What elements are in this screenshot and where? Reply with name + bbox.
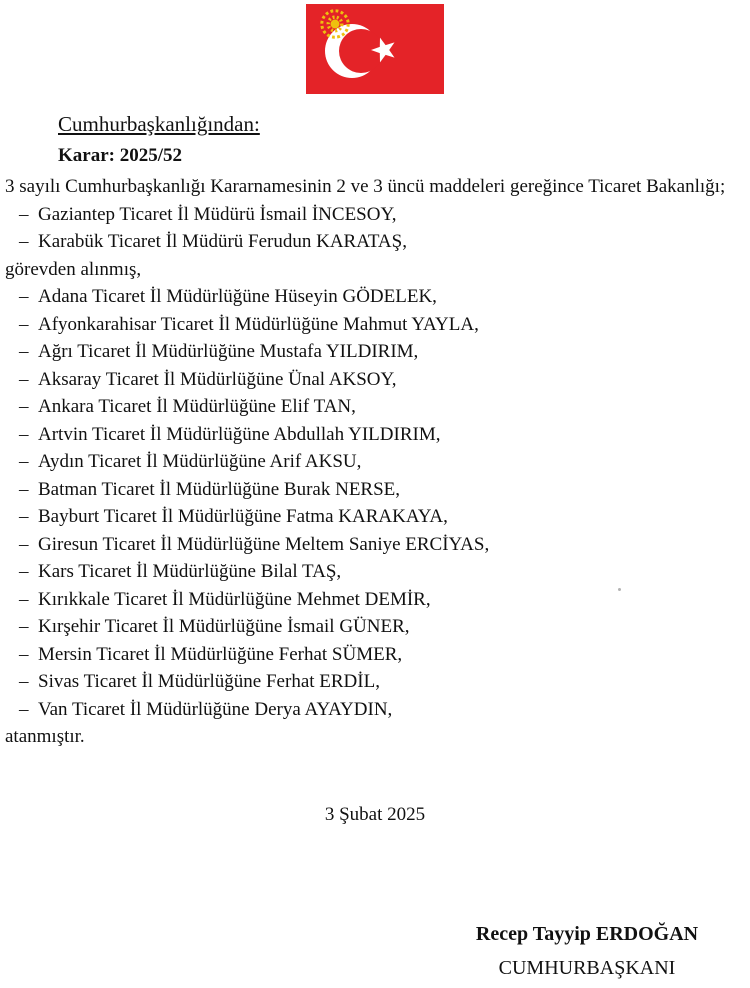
list-item-appointed bbox=[5, 503, 745, 531]
turkish-presidential-flag-icon bbox=[306, 4, 444, 94]
list-dash: – bbox=[19, 588, 29, 610]
scan-artifact-speck bbox=[618, 588, 621, 591]
list-dash: – bbox=[19, 368, 29, 390]
list-item-appointed bbox=[5, 558, 745, 586]
list-dash: – bbox=[19, 616, 29, 637]
list-item-text: Kırşehir Ticaret İl Müdürlüğüne İsmail GÜNER, bbox=[38, 616, 410, 637]
list-item-text: Kars Ticaret İl Müdürlüğüne Bilal TAŞ, bbox=[38, 561, 342, 582]
decree-body bbox=[5, 173, 745, 751]
list-item-text: Giresun Ticaret İl Müdürlüğüne Meltem Saniye ERCİYAS, bbox=[38, 533, 490, 555]
list-item-text: Mersin Ticaret İl Müdürlüğüne Ferhat SÜMER, bbox=[38, 643, 403, 665]
list-item-text: Ankara Ticaret İl Müdürlüğüne Elif TAN, bbox=[38, 396, 356, 417]
list-item-appointed bbox=[5, 338, 745, 366]
list-dash: – bbox=[19, 286, 29, 307]
list-dash: – bbox=[19, 231, 29, 252]
list-item-text: Afyonkarahisar Ticaret İl Müdürlüğüne Mahmut YAYLA, bbox=[38, 313, 479, 335]
signature-block bbox=[427, 921, 747, 982]
list-item-text: Artvin Ticaret İl Müdürlüğüne Abdullah YILDIRIM, bbox=[38, 423, 441, 445]
list-item-appointed bbox=[5, 668, 745, 696]
decision-date: 3 Şubat 2025 bbox=[324, 804, 426, 825]
list-item-appointed bbox=[5, 421, 745, 449]
sun-core bbox=[331, 20, 340, 29]
list-dash: – bbox=[19, 396, 29, 417]
list-dash: – bbox=[19, 341, 29, 362]
list-item-text: Adana Ticaret İl Müdürlüğüne Hüseyin GÖDELEK, bbox=[38, 286, 437, 307]
list-item-text: Aydın Ticaret İl Müdürlüğüne Arif AKSU, bbox=[38, 451, 362, 472]
list-item-text: Karabük Ticaret İl Müdürü Ferudun KARATAŞ, bbox=[38, 231, 407, 252]
list-item-text: Ağrı Ticaret İl Müdürlüğüne Mustafa YILDIRIM, bbox=[38, 341, 419, 362]
dismissed-closing: görevden alınmış, bbox=[5, 258, 142, 280]
issuer-heading: Cumhurbaşkanlığından: bbox=[58, 112, 260, 136]
list-item-appointed bbox=[5, 283, 745, 311]
list-item-appointed bbox=[5, 641, 745, 669]
list-dash: – bbox=[19, 313, 29, 335]
list-item-appointed bbox=[5, 311, 745, 339]
signer-name: Recep Tayyip ERDOĞAN bbox=[475, 923, 699, 945]
list-dash: – bbox=[19, 423, 29, 445]
intro-paragraph: 3 sayılı Cumhurbaşkanlığı Kararnamesinin 2 ve 3 üncü maddeleri gereğince Ticaret Bakanlığı; bbox=[5, 176, 726, 197]
list-item-appointed bbox=[5, 613, 745, 641]
list-dash: – bbox=[19, 698, 29, 720]
list-item-text: Batman Ticaret İl Müdürlüğüne Burak NERSE, bbox=[38, 478, 401, 500]
list-dash: – bbox=[19, 451, 29, 472]
list-item-text: Aksaray Ticaret İl Müdürlüğüne Ünal AKSOY, bbox=[38, 368, 397, 390]
list-dash: – bbox=[19, 643, 29, 665]
list-item-text: Bayburt Ticaret İl Müdürlüğüne Fatma KARAKAYA, bbox=[38, 506, 448, 527]
list-item-text: Gaziantep Ticaret İl Müdürü İsmail İNCESOY, bbox=[38, 203, 397, 225]
list-item-appointed bbox=[5, 696, 745, 724]
list-item-appointed bbox=[5, 531, 745, 559]
signer-title: CUMHURBAŞKANI bbox=[498, 957, 676, 979]
list-dash: – bbox=[19, 561, 29, 582]
list-item-appointed bbox=[5, 393, 745, 421]
list-dash: – bbox=[19, 533, 29, 555]
list-item-appointed bbox=[5, 476, 745, 504]
list-item-appointed bbox=[5, 586, 745, 614]
decision-number: Karar: 2025/52 bbox=[58, 145, 183, 166]
list-item-dismissed bbox=[5, 228, 745, 256]
list-dash: – bbox=[19, 671, 29, 692]
list-dash: – bbox=[19, 203, 29, 225]
list-item-appointed bbox=[5, 366, 745, 394]
list-dash: – bbox=[19, 506, 29, 527]
list-dash: – bbox=[19, 478, 29, 500]
list-item-text: Kırıkkale Ticaret İl Müdürlüğüne Mehmet DEMİR, bbox=[38, 588, 431, 610]
list-item-text: Sivas Ticaret İl Müdürlüğüne Ferhat ERDİL, bbox=[38, 671, 380, 692]
list-item-dismissed bbox=[5, 201, 745, 229]
list-item-appointed bbox=[5, 448, 745, 476]
list-item-text: Van Ticaret İl Müdürlüğüne Derya AYAYDIN, bbox=[38, 698, 393, 720]
appointed-closing: atanmıştır. bbox=[5, 726, 85, 747]
